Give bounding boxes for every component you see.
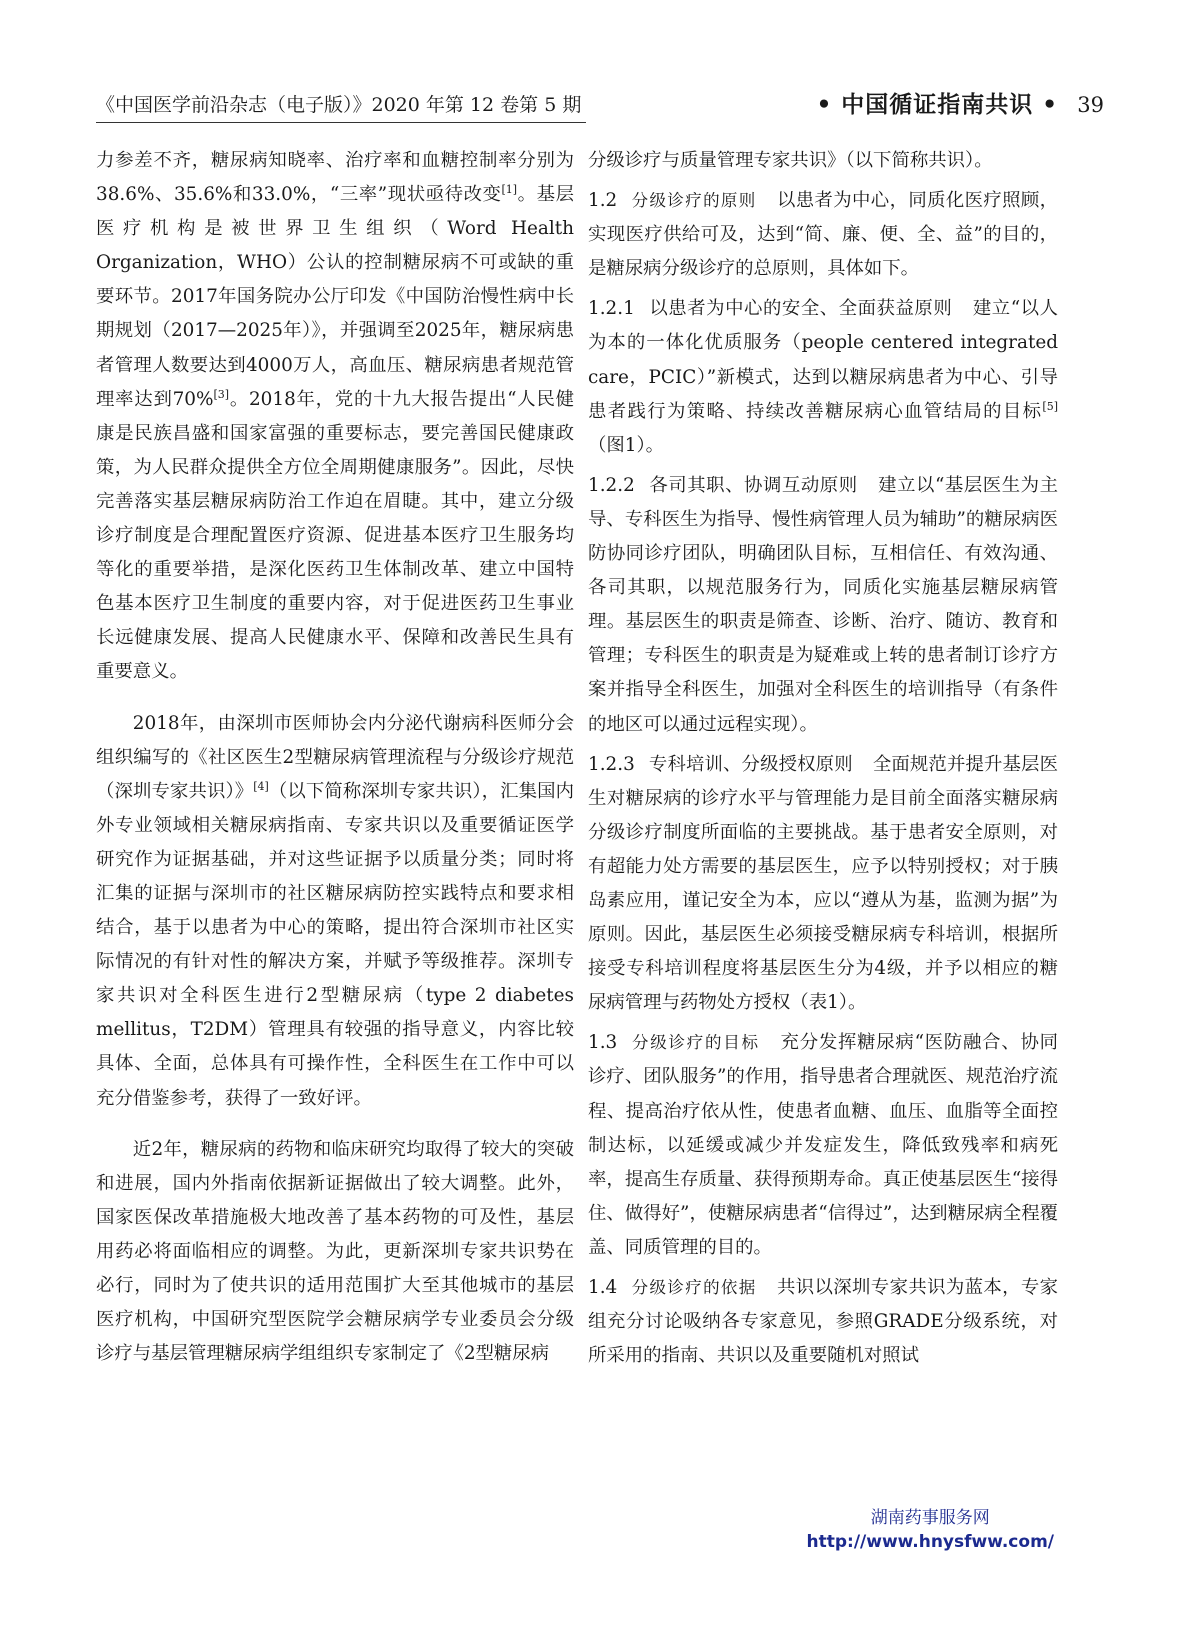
section-number: 1.4 xyxy=(588,1277,618,1298)
section-text: 共识以深圳专家共识为蓝本，专家组充分讨论吸纳各专家意见，参照GRADE分级系统，对所采用的指南、共识以及重要随机对照试 xyxy=(588,1277,1058,1367)
section-text: 建立以“基层医生为主导、专科医生为指导、慢性病管理人员为辅助”的糖尿病医防协同诊疗团队，明确团队目标，互相信任、有效沟通、各司其职，以规范服务行为，同质化实施基层糖尿病管理。基层医生的职责是筛查、诊断、治疗、随访、教育和管理；专科医生的职责是为疑难或上转的患者制订诊疗方案并指导全科医生，加强对全科医生的培训指导（有条件的地区可以通过远程实现）。 xyxy=(588,474,1058,735)
watermark-name: 湖南药事服务网 xyxy=(870,1508,990,1528)
paragraph-2 xyxy=(96,707,574,1116)
section-title: • 中国循证指南共识 • xyxy=(816,92,1058,118)
citation: [1] xyxy=(501,182,518,196)
watermark-url[interactable]: http://www.hnysfww.com/ xyxy=(806,1532,1054,1552)
left-column xyxy=(96,144,574,1371)
section-heading: 专科培训、分级授权原则 xyxy=(648,753,853,775)
paragraph-1 xyxy=(96,144,574,690)
section-text: 充分发挥糖尿病“医防融合、协同诊疗、团队服务”的作用，指导患者合理就医、规范治疗流程、提高治疗依从性，使患者血糖、血压、血脂等全面控制达标，以延缓或减少并发症发生，降低致残率和病死率，提高生存质量、获得预期寿命。真正使基层医生“接得住、做得好”，使糖尿病患者“信得过”，达到糖尿病全程覆盖、同质管理的目的。 xyxy=(588,1032,1058,1258)
section-heading: 以患者为中心的安全、全面获益原则 xyxy=(648,298,953,320)
section-1-3 xyxy=(588,1026,1058,1265)
section-number: 1.2.2 xyxy=(588,474,635,496)
section-text: 建立“以人为本的一体化优质服务（people centered integrated care，PCIC）”新模式，达到以糖尿病患者为中心、引导患者践行为策略、持续改善糖尿病心血管结局的目标 xyxy=(588,298,1058,422)
section-heading: 各司其职、协调互动原则 xyxy=(648,474,858,496)
page-number: 39 xyxy=(1077,93,1104,117)
section-text: 以患者为中心，同质化医疗照顾，实现医疗供给可及，达到“简、廉、便、全、益”的目的，是糖尿病分级诊疗的总原则，具体如下。 xyxy=(588,190,1058,280)
section-number: 1.2.1 xyxy=(588,298,635,320)
section-1-2-1 xyxy=(588,292,1058,462)
watermark xyxy=(807,1506,1055,1554)
section-1-2 xyxy=(588,184,1058,286)
section-1-2-3 xyxy=(588,748,1058,1021)
section-text: （图1）。 xyxy=(588,434,665,456)
running-header xyxy=(96,92,1104,122)
section-number: 1.3 xyxy=(588,1032,618,1054)
citation: [3] xyxy=(213,387,230,401)
journal-title: 《中国医学前沿杂志（电子版）》2020 年第 12 卷第 5 期 xyxy=(96,94,582,116)
right-column xyxy=(588,144,1058,1373)
section-1-2-2 xyxy=(588,469,1058,742)
citation: [4] xyxy=(253,779,269,793)
paragraph-text: （以下简称深圳专家共识），汇集国内外专业领域相关糖尿病指南、专家共识以及重要循证医学研究作为证据基础，并对这些证据予以质量分类；同时将汇集的证据与深圳市的社区糖尿病防控实践特点和要求相结合，基于以患者为中心的策略，提出符合深圳市社区实际情况的有针对性的解决方案，并赋予等级推荐。深圳专家共识对全科医生进行2型糖尿病（type 2 diabetes mellitus，T2DM）管理具有较强的指导意义，内容比较具体、全面，总体具有可操作性，全科医生在工作中可以充分借鉴参考，获得了一致好评。 xyxy=(96,780,574,1109)
section-heading: 分级诊疗的依据 xyxy=(631,1278,757,1297)
paragraph-text: 力参差不齐，糖尿病知晓率、治疗率和血糖控制率分别为38.6%、35.6%和33.0%，“三率”现状亟待改变 xyxy=(96,150,574,206)
header-rule xyxy=(96,122,586,123)
section-1-4 xyxy=(588,1271,1058,1373)
section-number: 1.2.3 xyxy=(588,753,635,775)
section-number: 1.2 xyxy=(588,190,618,212)
paragraph-text: 。基层医疗机构是被世界卫生组织（Word Health Organization，WHO）公认的控制糖尿病不可或缺的重要环节。2017年国务院办公厅印发《中国防治慢性病中长期规划（2017—2025年）》，并强调至2025年，糖尿病患者管理人数要达到4000万人，高血压、糖尿病患者规范管理率达到70% xyxy=(96,184,574,410)
paragraph-text: 。2018年，党的十九大报告提出“人民健康是民族昌盛和国家富强的重要标志，要完善国民健康政策，为人民群众提供全方位全周期健康服务”。因此，尽快完善落实基层糖尿病防治工作迫在眉睫。其中，建立分级诊疗制度是合理配置医疗资源、促进基本医疗卫生服务均等化的重要举措，是深化医药卫生体制改革、建立中国特色基本医疗卫生制度的重要内容，对于促进医药卫生事业长远健康发展、提高人民健康水平、保障和改善民生具有重要意义。 xyxy=(96,388,574,683)
paragraph-continued: 分级诊疗与质量管理专家共识》（以下简称共识）。 xyxy=(588,150,993,171)
paragraph-3: 近2年，糖尿病的药物和临床研究均取得了较大的突破和进展，国内外指南依据新证据做出了较大调整。此外，国家医保改革措施极大地改善了基本药物的可及性，基层用药必将面临相应的调整。为此，更新深圳专家共识势在必行，同时为了使共识的适用范围扩大至其他城市的基层医疗机构，中国研究型医院学会糖尿病学专业委员会分级诊疗与基层管理糖尿病学组组织专家制定了《2型糖尿病 xyxy=(96,1138,574,1365)
section-text: 全面规范并提升基层医生对糖尿病的诊疗水平与管理能力是目前全面落实糖尿病分级诊疗制度所面临的主要挑战。基于患者安全原则，对有超能力处方需要的基层医生，应予以特别授权；对于胰岛素应用，谨记安全为本，应以“遵从为基，监测为据”为原则。因此，基层医生必须接受糖尿病专科培训，根据所接受专科培训程度将基层医生分为4级，并予以相应的糖尿病管理与药物处方授权（表1）。 xyxy=(588,753,1058,1014)
paragraph-text: 2018年，由深圳市医师协会内分泌代谢病科医师分会组织编写的《社区医生2型糖尿病管理流程与分级诊疗规范（深圳专家共识）》 xyxy=(96,712,574,802)
section-heading: 分级诊疗的目标 xyxy=(631,1033,760,1053)
section-heading: 分级诊疗的原则 xyxy=(631,191,757,211)
citation: [5] xyxy=(1042,399,1058,413)
